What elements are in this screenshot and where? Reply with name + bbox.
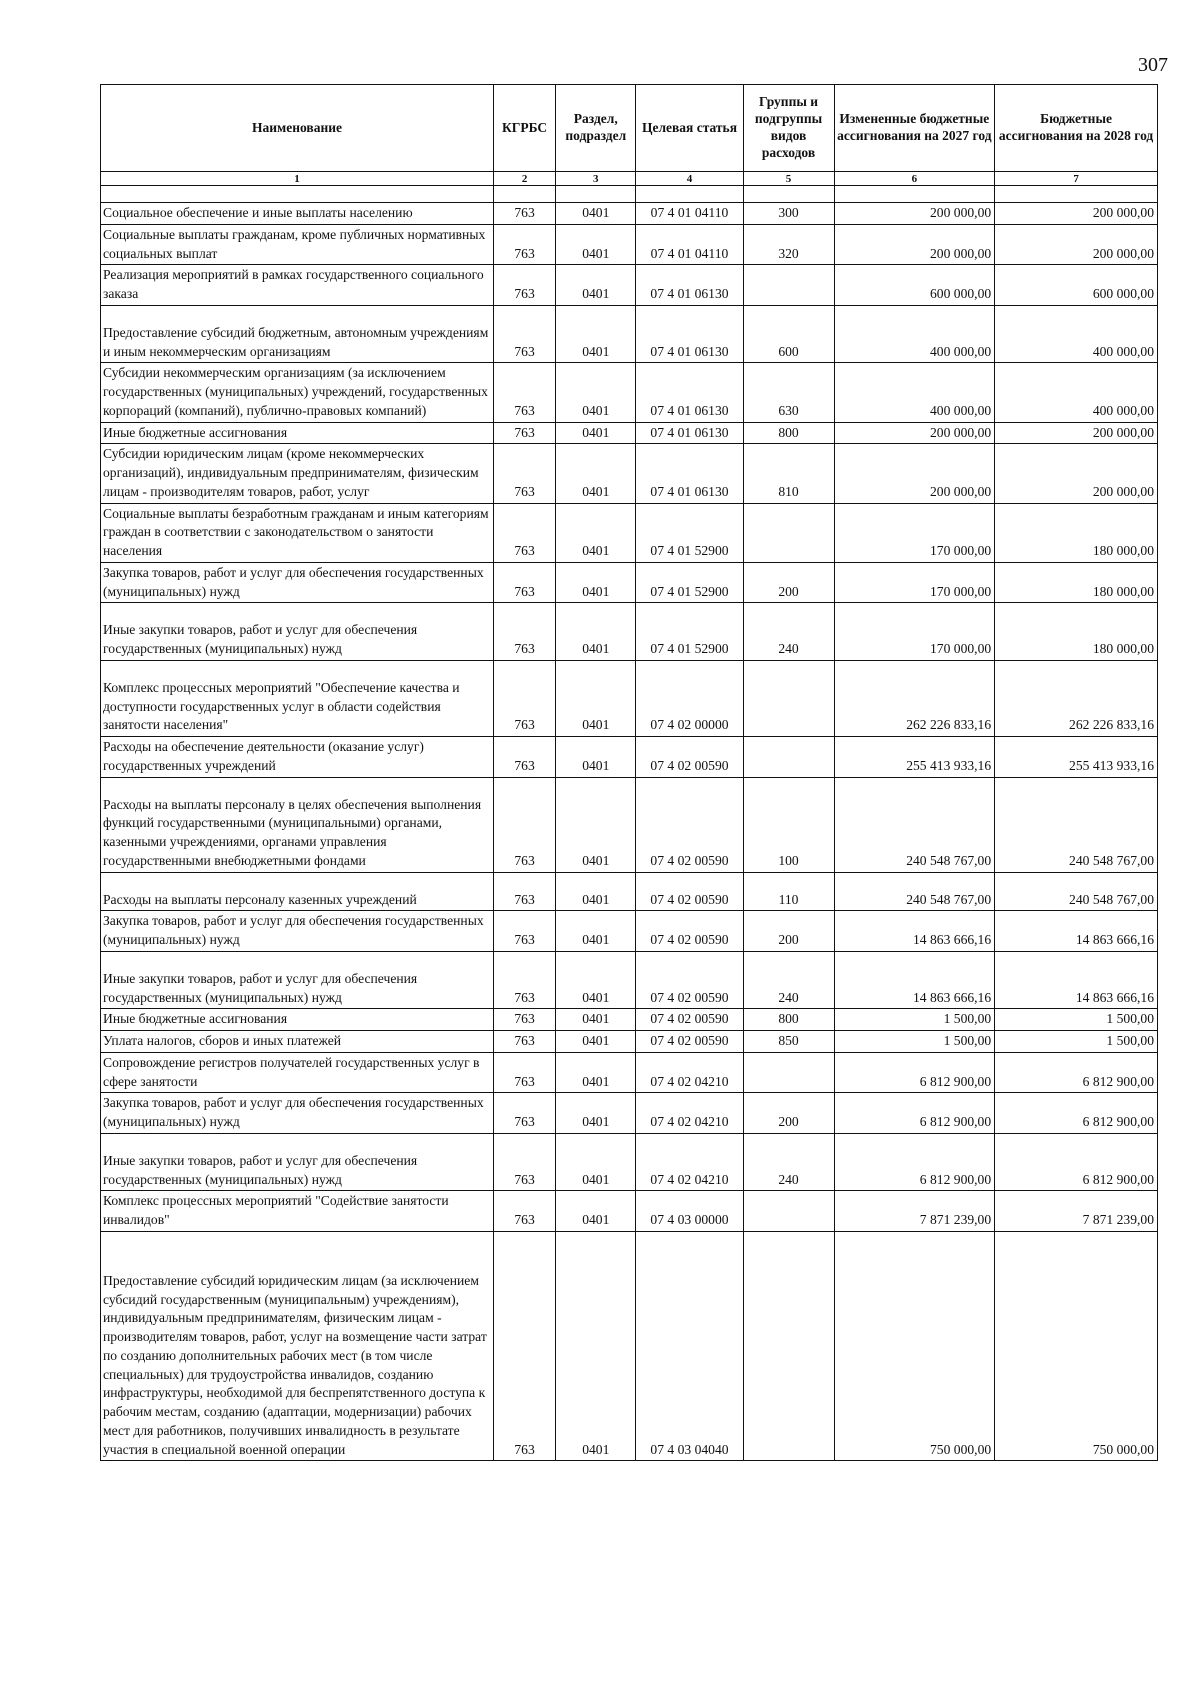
row-kgrbs: 763	[494, 422, 556, 444]
row-section: 0401	[556, 422, 636, 444]
row-target: 07 4 02 00590	[636, 777, 743, 872]
row-section: 0401	[556, 737, 636, 778]
row-section: 0401	[556, 1231, 636, 1461]
row-section: 0401	[556, 1093, 636, 1134]
row-section: 0401	[556, 1009, 636, 1031]
row-group	[743, 737, 834, 778]
row-section: 0401	[556, 872, 636, 911]
table-row	[101, 503, 1158, 562]
col-header-2027: Измененные бюджетные ассигнования на 2027 год	[834, 85, 995, 172]
row-name: Иные закупки товаров, работ и услуг для обеспечения государственных (муниципальных) нужд	[101, 603, 494, 661]
row-group	[743, 1191, 834, 1232]
row-name: Расходы на выплаты персоналу казенных учреждений	[101, 872, 494, 911]
row-amount-2028: 14 863 666,16	[995, 911, 1158, 952]
row-amount-2027: 200 000,00	[834, 444, 995, 503]
table-row	[101, 422, 1158, 444]
row-amount-2027: 6 812 900,00	[834, 1052, 995, 1093]
row-group: 850	[743, 1031, 834, 1053]
col-header-2028: Бюджетные ассигнования на 2028 год	[995, 85, 1158, 172]
row-group: 810	[743, 444, 834, 503]
row-name: Сопровождение регистров получателей государственных услуг в сфере занятости	[101, 1052, 494, 1093]
row-amount-2028: 180 000,00	[995, 503, 1158, 562]
row-kgrbs: 763	[494, 265, 556, 306]
row-amount-2028: 400 000,00	[995, 363, 1158, 422]
table-row	[101, 1231, 1158, 1461]
col-number: 4	[636, 172, 743, 186]
table-body	[101, 186, 1158, 1461]
row-target: 07 4 03 00000	[636, 1191, 743, 1232]
col-header-section: Раздел, подраздел	[556, 85, 636, 172]
row-section: 0401	[556, 777, 636, 872]
table-row	[101, 1133, 1158, 1191]
row-amount-2028: 7 871 239,00	[995, 1191, 1158, 1232]
row-group: 240	[743, 603, 834, 661]
row-amount-2028: 240 548 767,00	[995, 777, 1158, 872]
row-kgrbs: 763	[494, 203, 556, 225]
row-amount-2028: 255 413 933,16	[995, 737, 1158, 778]
row-kgrbs: 763	[494, 305, 556, 363]
row-section: 0401	[556, 660, 636, 736]
col-number: 1	[101, 172, 494, 186]
page-number: 307	[1138, 54, 1168, 76]
row-group: 600	[743, 305, 834, 363]
row-section: 0401	[556, 265, 636, 306]
row-name: Расходы на выплаты персоналу в целях обеспечения выполнения функций государственными (муниципальными) органами, казенными учреждениями, органами управления государственными внебюджетными фондами	[101, 777, 494, 872]
row-kgrbs: 763	[494, 444, 556, 503]
row-amount-2027: 200 000,00	[834, 224, 995, 265]
row-target: 07 4 01 06130	[636, 265, 743, 306]
row-amount-2027: 750 000,00	[834, 1231, 995, 1461]
row-section: 0401	[556, 1191, 636, 1232]
row-group: 800	[743, 422, 834, 444]
table-row	[101, 1052, 1158, 1093]
row-section: 0401	[556, 911, 636, 952]
row-name: Закупка товаров, работ и услуг для обеспечения государственных (муниципальных) нужд	[101, 1093, 494, 1134]
table-row	[101, 1031, 1158, 1053]
row-target: 07 4 01 06130	[636, 444, 743, 503]
row-name: Предоставление субсидий юридическим лицам (за исключением субсидий государственным (муниципальным) учреждениям), индивидуальным предпринимателям, физическим лицам - производителям товаров, работ, услуг на возмещение части затрат по созданию дополнительных рабочих мест (в том числе специальных) для трудоустройства инвалидов, созданию инфраструктуры, необходимой для беспрепятственного доступа к рабочим местам, созданию (адаптации, модернизации) рабочих мест для работников, получивших инвалидность в результате участия в специальной военной операции	[101, 1231, 494, 1461]
table-row	[101, 1009, 1158, 1031]
table-row	[101, 872, 1158, 911]
row-name: Социальные выплаты гражданам, кроме публичных нормативных социальных выплат	[101, 224, 494, 265]
row-amount-2027: 7 871 239,00	[834, 1191, 995, 1232]
row-kgrbs: 763	[494, 1191, 556, 1232]
row-section: 0401	[556, 363, 636, 422]
row-group: 240	[743, 1133, 834, 1191]
row-name: Иные бюджетные ассигнования	[101, 1009, 494, 1031]
row-target: 07 4 02 00590	[636, 737, 743, 778]
row-name: Расходы на обеспечение деятельности (оказание услуг) государственных учреждений	[101, 737, 494, 778]
row-kgrbs: 763	[494, 777, 556, 872]
table-row	[101, 777, 1158, 872]
row-amount-2028: 180 000,00	[995, 603, 1158, 661]
col-header-kgrbs: КГРБС	[494, 85, 556, 172]
row-name: Реализация мероприятий в рамках государственного социального заказа	[101, 265, 494, 306]
table-row	[101, 265, 1158, 306]
row-group: 320	[743, 224, 834, 265]
row-amount-2027: 262 226 833,16	[834, 660, 995, 736]
budget-table	[100, 84, 1158, 1461]
row-amount-2027: 600 000,00	[834, 265, 995, 306]
row-target: 07 4 01 06130	[636, 422, 743, 444]
row-kgrbs: 763	[494, 1231, 556, 1461]
table-row	[101, 203, 1158, 225]
row-target: 07 4 01 04110	[636, 203, 743, 225]
row-amount-2027: 1 500,00	[834, 1031, 995, 1053]
col-number: 3	[556, 172, 636, 186]
row-amount-2027: 170 000,00	[834, 562, 995, 603]
row-amount-2028: 200 000,00	[995, 444, 1158, 503]
row-amount-2027: 6 812 900,00	[834, 1133, 995, 1191]
row-group: 200	[743, 562, 834, 603]
row-amount-2028: 1 500,00	[995, 1031, 1158, 1053]
table-row	[101, 363, 1158, 422]
row-section: 0401	[556, 203, 636, 225]
col-number: 6	[834, 172, 995, 186]
row-amount-2028: 1 500,00	[995, 1009, 1158, 1031]
row-kgrbs: 763	[494, 1009, 556, 1031]
row-target: 07 4 02 00000	[636, 660, 743, 736]
row-section: 0401	[556, 444, 636, 503]
col-number: 2	[494, 172, 556, 186]
row-target: 07 4 02 04210	[636, 1093, 743, 1134]
row-name: Комплекс процессных мероприятий "Обеспечение качества и доступности государственных услуг в области содействия занятости населения"	[101, 660, 494, 736]
row-target: 07 4 01 52900	[636, 603, 743, 661]
row-amount-2028: 262 226 833,16	[995, 660, 1158, 736]
row-section: 0401	[556, 503, 636, 562]
col-header-groups: Группы и подгруппы видов расходов	[743, 85, 834, 172]
row-kgrbs: 763	[494, 1093, 556, 1134]
row-group: 200	[743, 911, 834, 952]
row-kgrbs: 763	[494, 562, 556, 603]
row-target: 07 4 02 00590	[636, 951, 743, 1009]
row-kgrbs: 763	[494, 660, 556, 736]
row-name: Субсидии юридическим лицам (кроме некоммерческих организаций), индивидуальным предпринимателям, физическим лицам - производителям товаров, работ, услуг	[101, 444, 494, 503]
row-kgrbs: 763	[494, 737, 556, 778]
row-kgrbs: 763	[494, 1052, 556, 1093]
row-kgrbs: 763	[494, 872, 556, 911]
row-amount-2028: 240 548 767,00	[995, 872, 1158, 911]
row-name: Закупка товаров, работ и услуг для обеспечения государственных (муниципальных) нужд	[101, 911, 494, 952]
row-amount-2028: 200 000,00	[995, 224, 1158, 265]
row-section: 0401	[556, 1031, 636, 1053]
row-amount-2028: 6 812 900,00	[995, 1133, 1158, 1191]
row-amount-2028: 6 812 900,00	[995, 1093, 1158, 1134]
row-kgrbs: 763	[494, 951, 556, 1009]
row-section: 0401	[556, 951, 636, 1009]
row-section: 0401	[556, 305, 636, 363]
row-kgrbs: 763	[494, 1133, 556, 1191]
table-row	[101, 951, 1158, 1009]
header-row	[101, 85, 1158, 172]
row-amount-2027: 1 500,00	[834, 1009, 995, 1031]
row-amount-2027: 170 000,00	[834, 603, 995, 661]
row-section: 0401	[556, 1052, 636, 1093]
row-amount-2028: 180 000,00	[995, 562, 1158, 603]
table-row	[101, 603, 1158, 661]
row-section: 0401	[556, 224, 636, 265]
row-group	[743, 503, 834, 562]
col-number: 7	[995, 172, 1158, 186]
row-amount-2027: 200 000,00	[834, 203, 995, 225]
spacer-row	[101, 186, 1158, 203]
row-target: 07 4 02 00590	[636, 1009, 743, 1031]
row-kgrbs: 763	[494, 1031, 556, 1053]
row-kgrbs: 763	[494, 911, 556, 952]
table-row	[101, 444, 1158, 503]
row-target: 07 4 02 00590	[636, 1031, 743, 1053]
row-amount-2027: 14 863 666,16	[834, 911, 995, 952]
row-group	[743, 1052, 834, 1093]
row-target: 07 4 02 04210	[636, 1133, 743, 1191]
col-header-name: Наименование	[101, 85, 494, 172]
row-amount-2027: 14 863 666,16	[834, 951, 995, 1009]
col-header-target: Целевая статья	[636, 85, 743, 172]
row-group: 300	[743, 203, 834, 225]
row-name: Предоставление субсидий бюджетным, автономным учреждениям и иным некоммерческим организациям	[101, 305, 494, 363]
row-amount-2028: 400 000,00	[995, 305, 1158, 363]
row-section: 0401	[556, 1133, 636, 1191]
row-group	[743, 265, 834, 306]
row-kgrbs: 763	[494, 224, 556, 265]
row-target: 07 4 02 04210	[636, 1052, 743, 1093]
table-row	[101, 1191, 1158, 1232]
row-target: 07 4 01 06130	[636, 305, 743, 363]
row-amount-2028: 200 000,00	[995, 203, 1158, 225]
table-row	[101, 224, 1158, 265]
row-name: Уплата налогов, сборов и иных платежей	[101, 1031, 494, 1053]
row-amount-2027: 400 000,00	[834, 305, 995, 363]
row-name: Закупка товаров, работ и услуг для обеспечения государственных (муниципальных) нужд	[101, 562, 494, 603]
row-name: Комплекс процессных мероприятий "Содействие занятости инвалидов"	[101, 1191, 494, 1232]
row-kgrbs: 763	[494, 603, 556, 661]
column-number-row	[101, 172, 1158, 186]
row-group: 630	[743, 363, 834, 422]
row-amount-2027: 240 548 767,00	[834, 777, 995, 872]
row-amount-2027: 240 548 767,00	[834, 872, 995, 911]
row-name: Социальные выплаты безработным гражданам и иным категориям граждан в соответствии с законодательством о занятости населения	[101, 503, 494, 562]
table-row	[101, 1093, 1158, 1134]
row-name: Иные закупки товаров, работ и услуг для обеспечения государственных (муниципальных) нужд	[101, 951, 494, 1009]
row-amount-2028: 200 000,00	[995, 422, 1158, 444]
row-amount-2027: 170 000,00	[834, 503, 995, 562]
row-target: 07 4 01 06130	[636, 363, 743, 422]
row-amount-2028: 750 000,00	[995, 1231, 1158, 1461]
row-target: 07 4 01 04110	[636, 224, 743, 265]
row-target: 07 4 02 00590	[636, 911, 743, 952]
row-group: 200	[743, 1093, 834, 1134]
row-name: Субсидии некоммерческим организациям (за исключением государственных (муниципальных) учреждений, государственных корпораций (компаний), публично-правовых компаний)	[101, 363, 494, 422]
row-group	[743, 660, 834, 736]
row-section: 0401	[556, 603, 636, 661]
table-row	[101, 562, 1158, 603]
row-group: 100	[743, 777, 834, 872]
row-kgrbs: 763	[494, 363, 556, 422]
row-target: 07 4 02 00590	[636, 872, 743, 911]
row-target: 07 4 01 52900	[636, 503, 743, 562]
table-row	[101, 305, 1158, 363]
row-amount-2028: 600 000,00	[995, 265, 1158, 306]
row-amount-2027: 255 413 933,16	[834, 737, 995, 778]
row-group	[743, 1231, 834, 1461]
row-kgrbs: 763	[494, 503, 556, 562]
row-section: 0401	[556, 562, 636, 603]
table-row	[101, 737, 1158, 778]
row-amount-2028: 14 863 666,16	[995, 951, 1158, 1009]
row-name: Социальное обеспечение и иные выплаты населению	[101, 203, 494, 225]
row-name: Иные бюджетные ассигнования	[101, 422, 494, 444]
row-amount-2027: 400 000,00	[834, 363, 995, 422]
row-group: 240	[743, 951, 834, 1009]
row-amount-2027: 200 000,00	[834, 422, 995, 444]
table-row	[101, 911, 1158, 952]
col-number: 5	[743, 172, 834, 186]
row-target: 07 4 03 04040	[636, 1231, 743, 1461]
row-amount-2028: 6 812 900,00	[995, 1052, 1158, 1093]
row-amount-2027: 6 812 900,00	[834, 1093, 995, 1134]
table-row	[101, 660, 1158, 736]
row-group: 110	[743, 872, 834, 911]
row-name: Иные закупки товаров, работ и услуг для обеспечения государственных (муниципальных) нужд	[101, 1133, 494, 1191]
row-target: 07 4 01 52900	[636, 562, 743, 603]
row-group: 800	[743, 1009, 834, 1031]
